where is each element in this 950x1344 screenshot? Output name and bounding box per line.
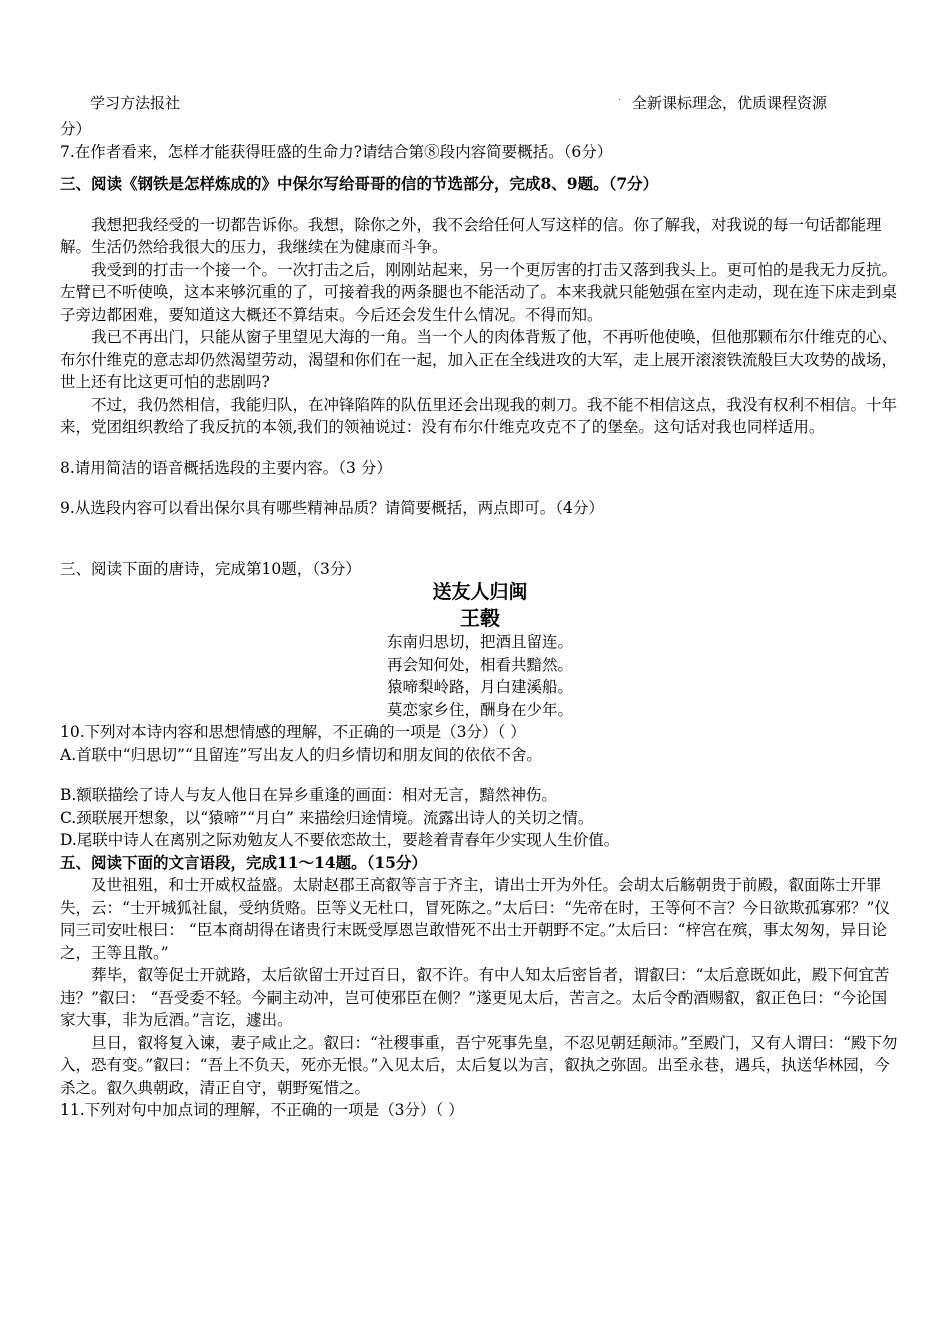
- poem-line: 再会知何处，相看共黯然。: [386, 655, 573, 674]
- question-11: 11.下列对句中加点词的理解，不正确的一项是（3分）（ ）: [60, 1101, 464, 1119]
- poem-line: 猿啼梨岭路，月白建溪船。: [386, 678, 573, 696]
- classical-paragraph-3: 旦日，叡将复入谏，妻子咸止之。叡曰：“社稷事重，吾宁死事先皇，不忍见朝廷颠沛。”至殿门，又有人谓曰：“殿下勿入，恐有变。”叡曰：“吾上不负天，死亦无恨。”入见太后，太后复以为言，叡执之弥固。出至永巷，遇兵，执送华林园，今杀之。叡久典朝政，清正自守，朝野冤惜之。: [60, 1033, 898, 1097]
- question-9: 9.从选段内容可以看出保尔具有哪些精神品质？请简要概括，两点即可。（4分）: [60, 499, 604, 517]
- poem-author: 王毂: [460, 606, 500, 630]
- poem-title: 送友人归闽: [432, 581, 528, 603]
- section-5-heading: 五、阅读下面的文言语段，完成11～14题。（15分）: [60, 852, 427, 872]
- header-publisher: 学习方法报社: [90, 94, 181, 112]
- poem-line: 东南归思切，把酒且留连。: [386, 633, 573, 651]
- section-3-heading: 三、阅读《钢铁是怎样炼成的》中保尔写给哥哥的信的节选部分，完成8、9题。（7分）: [60, 174, 659, 193]
- question-6-continuation: 分）: [60, 120, 92, 138]
- question-10-option-a: A.首联中“归思切”“且留连”写出友人的归乡情切和朋友间的依依不舍。: [60, 745, 542, 764]
- question-10-option-c: C.颈联展开想象，以“猿啼”“月白” 来描绘归途情境。流露出诗人的关切之情。: [60, 808, 594, 827]
- question-8: 8.请用简洁的语音概括选段的主要内容。（3 分）: [60, 458, 392, 477]
- classical-paragraph-1: 及世祖殂，和士开威权益盛。太尉赵郡王高叡等言于齐主，请出士开为外任。会胡太后觞朝贵于前殿，叡面陈士开罪失，云：“士开城狐社鼠，受纳货赂。臣等义无杜口，冒死陈之。”太后曰：“先帝在时，王等何不言？今日欲欺孤寡邪？”仪同三司安吐根曰： “臣本商胡得在诸贵行末既受厚恩岂敢惜死不出士开朝野不定。”太后曰：“梓宫在殡，事太匆匆，异日论之，王等且散。”: [60, 876, 890, 962]
- poem-section-heading: 三、阅读下面的唐诗，完成第10题，（3分）: [60, 559, 361, 578]
- letter-paragraph-1: 我想把我经受的一切都告诉你。我想，除你之外，我不会给任何人写这样的信。你了解我，对我说的每一句话都能理解。生活仍然给我很大的压力，我继续在为健康而斗争。: [60, 215, 882, 256]
- question-10-option-b: B.额联描绘了诗人与友人他日在异乡重逢的画面：相对无言，黯然神伤。: [60, 786, 557, 804]
- question-7: 7.在作者看来，怎样才能获得旺盛的生命力?请结合第⑧段内容简要概括。（6分）: [60, 142, 613, 161]
- header-dot: .: [618, 92, 622, 103]
- document-body: [60, 118, 900, 1122]
- letter-paragraph-2: 我受到的打击一个接一个。一次打击之后，刚刚站起来，另一个更厉害的打击又落到我头上。更可怕的是我无力反抗。左臂已不听使唤，这本来够沉重的了，可接着我的两条腿也不能活动了。本来我就只能勉强在室内走动，现在连下床走到桌子旁边都困难，要知道这大概还不算结束。今后还会发生什么情况。不得而知。: [60, 260, 898, 324]
- poem-line: 莫恋家乡住，酬身在少年。: [386, 700, 573, 719]
- classical-paragraph-2: 葬毕，叡等促士开就路，太后欲留士开过百日，叡不许。有中人知太后密旨者，谓叡曰：“太后意既如此，殿下何宜苦违？”叡曰： “吾受委不轻。今嗣主动冲，岂可使邪臣在侧？”遂更见太后，苦言之。太后令酌酒赐叡，叡正色曰：“今论国家大事，非为卮酒。”言讫，遽出。: [60, 966, 890, 1029]
- question-10: 10.下列对本诗内容和思想情感的理解，不正确的一项是（3分）（ ）: [60, 723, 526, 741]
- letter-paragraph-3: 我已不再出门，只能从窗子里望见大海的一角。当一个人的肉体背叛了他，不再听他使唤，但他那颗布尔什维克的心、布尔什维克的意志却仍然渴望劳动，渴望和你们在一起，加入正在全线进攻的大军，走上展开滚滚铁流般巨大攻势的战场，世上还有比这更可怕的悲剧吗?: [60, 328, 898, 391]
- header-slogan: 全新课标理念，优质课程资源: [632, 94, 828, 112]
- letter-paragraph-4: 不过，我仍然相信，我能归队，在冲锋陷阵的队伍里还会出现我的刺刀。我不能不相信这点，我没有权利不相信。十年来，党团组织教给了我反抗的本领,我们的领袖说过：没有布尔什维克攻克不了的堡垒。这句话对我也同样适用。: [60, 395, 898, 436]
- question-10-option-d: D.尾联中诗人在离别之际劝勉友人不要依恋故土，要趁着青春年少实现人生价值。: [60, 831, 620, 849]
